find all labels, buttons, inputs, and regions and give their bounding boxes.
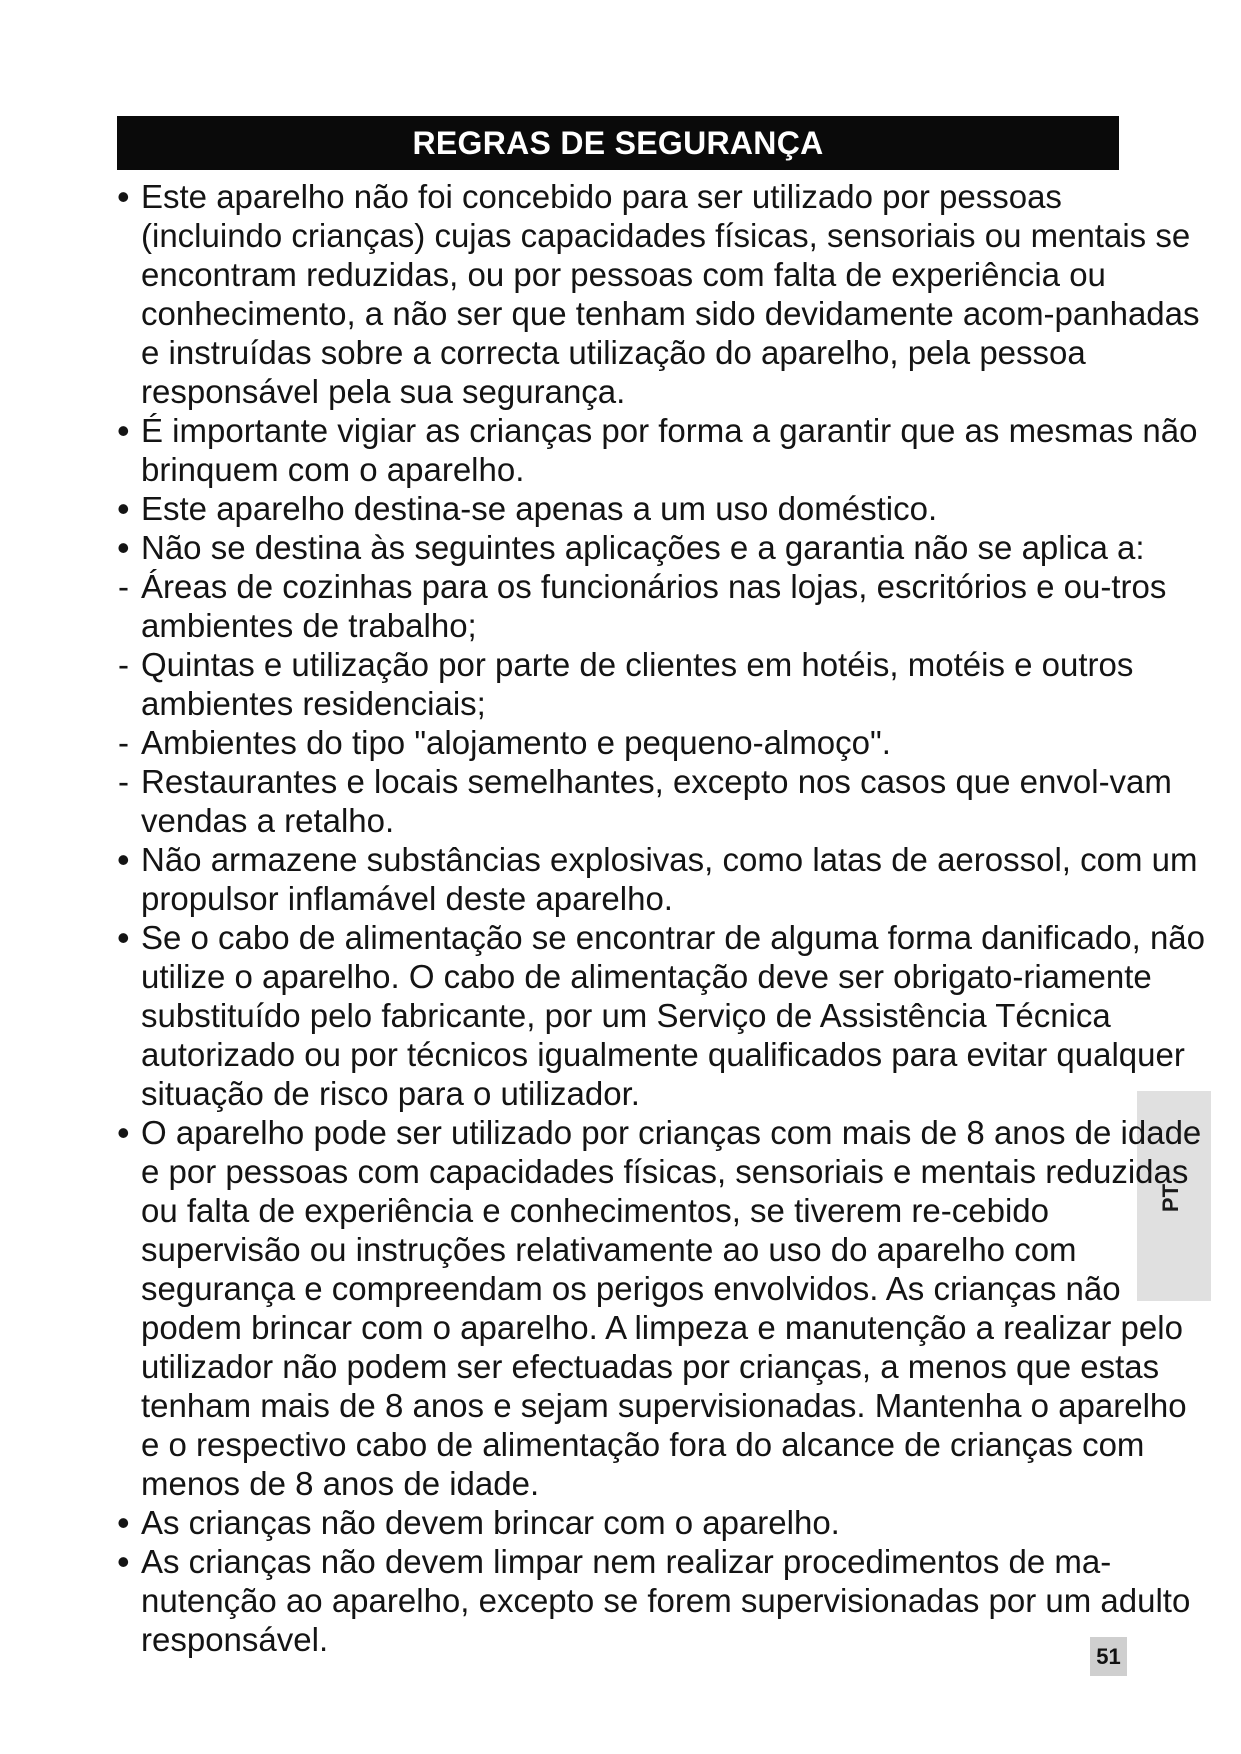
dash-marker: - <box>118 724 129 761</box>
list-item-text: O aparelho pode ser utilizado por crianças com mais de 8 anos de idade e por pessoas com capacidades físicas, sensoriais e mentais reduzidas ou falta de experiência e conhecimentos, se tiverem re-cebido supervisão ou instruções relativamente ao uso do aparelho com segurança e compreendam os perigos envolvidos. As crianças não podem brincar com o aparelho. A limpeza e manutenção a realizar pelo utilizador não podem ser efectuadas por crianças, a menos que estas tenham mais de 8 anos e sejam supervisionadas. Mantenha o aparelho e o respectivo cabo de alimentação fora do alcance de crianças com menos de 8 anos de idade. <box>141 1114 1202 1502</box>
page-number: 51 <box>1090 1637 1127 1676</box>
list-item <box>117 840 1207 918</box>
list-item <box>117 489 1207 528</box>
sub-list-item <box>117 645 1207 723</box>
list-item-text: As crianças não devem limpar nem realizar procedimentos de ma-nutenção ao aparelho, excepto se forem supervisionadas por um adulto responsável. <box>141 1543 1191 1658</box>
list-item <box>117 411 1207 489</box>
list-item <box>117 1113 1207 1503</box>
list-item-text: Não se destina às seguintes aplicações e a garantia não se aplica a: <box>141 529 1145 566</box>
bullet-marker: • <box>117 1502 130 1543</box>
list-item <box>117 1542 1207 1659</box>
list-item-text: É importante vigiar as crianças por forma a garantir que as mesmas não brinquem com o aparelho. <box>141 412 1198 488</box>
bullet-marker: • <box>117 1541 130 1582</box>
list-item <box>117 918 1207 1113</box>
sub-list-item <box>117 762 1207 840</box>
bullet-marker: • <box>117 839 130 880</box>
sub-list-item <box>117 567 1207 645</box>
bullet-marker: • <box>117 488 130 529</box>
sub-list-item-text: Ambientes do tipo "alojamento e pequeno-almoço". <box>141 724 891 761</box>
bullet-marker: • <box>117 410 130 451</box>
bullet-marker: • <box>117 1112 130 1153</box>
dash-marker: - <box>118 646 129 683</box>
list-item-text: Se o cabo de alimentação se encontrar de alguma forma danificado, não utilize o aparelho. O cabo de alimentação deve ser obrigato-riamente substituído pelo fabricante, por um Serviço de Assistência Técnica autorizado ou por técnicos igualmente qualificados para evitar qualquer situação de risco para o utilizador. <box>141 919 1206 1112</box>
list-item <box>117 177 1207 411</box>
sub-list-item <box>117 723 1207 762</box>
list-item-text: Este aparelho não foi concebido para ser utilizado por pessoas (incluindo crianças) cujas capacidades físicas, sensoriais ou mentais se encontram reduzidas, ou por pessoas com falta de experiência ou conhecimento, a não ser que tenham sido devidamente acom-panhadas e instruídas sobre a correcta utilização do aparelho, pela pessoa responsável pela sua segurança. <box>141 178 1200 410</box>
bullet-marker: • <box>117 917 130 958</box>
list-item-text: As crianças não devem brincar com o aparelho. <box>141 1504 840 1541</box>
sub-list-item-text: Restaurantes e locais semelhantes, excepto nos casos que envol-vam vendas a retalho. <box>141 763 1172 839</box>
list-item <box>117 1503 1207 1542</box>
list-item-text: Não armazene substâncias explosivas, como latas de aerossol, com um propulsor inflamável deste aparelho. <box>141 841 1198 917</box>
dash-marker: - <box>118 568 129 605</box>
sub-list-item-text: Áreas de cozinhas para os funcionários nas lojas, escritórios e ou-tros ambientes de trabalho; <box>141 568 1167 644</box>
list-item-text: Este aparelho destina-se apenas a um uso doméstico. <box>141 490 938 527</box>
bullet-marker: • <box>117 527 130 568</box>
language-tab-label: PT <box>1158 1183 1183 1213</box>
list-item <box>117 528 1207 567</box>
dash-marker: - <box>118 763 129 800</box>
safety-rules-list <box>117 177 1207 1659</box>
sub-list-item-text: Quintas e utilização por parte de clientes em hotéis, motéis e outros ambientes residenciais; <box>141 646 1134 722</box>
bullet-marker: • <box>117 176 130 217</box>
section-title: REGRAS DE SEGURANÇA <box>117 116 1119 170</box>
